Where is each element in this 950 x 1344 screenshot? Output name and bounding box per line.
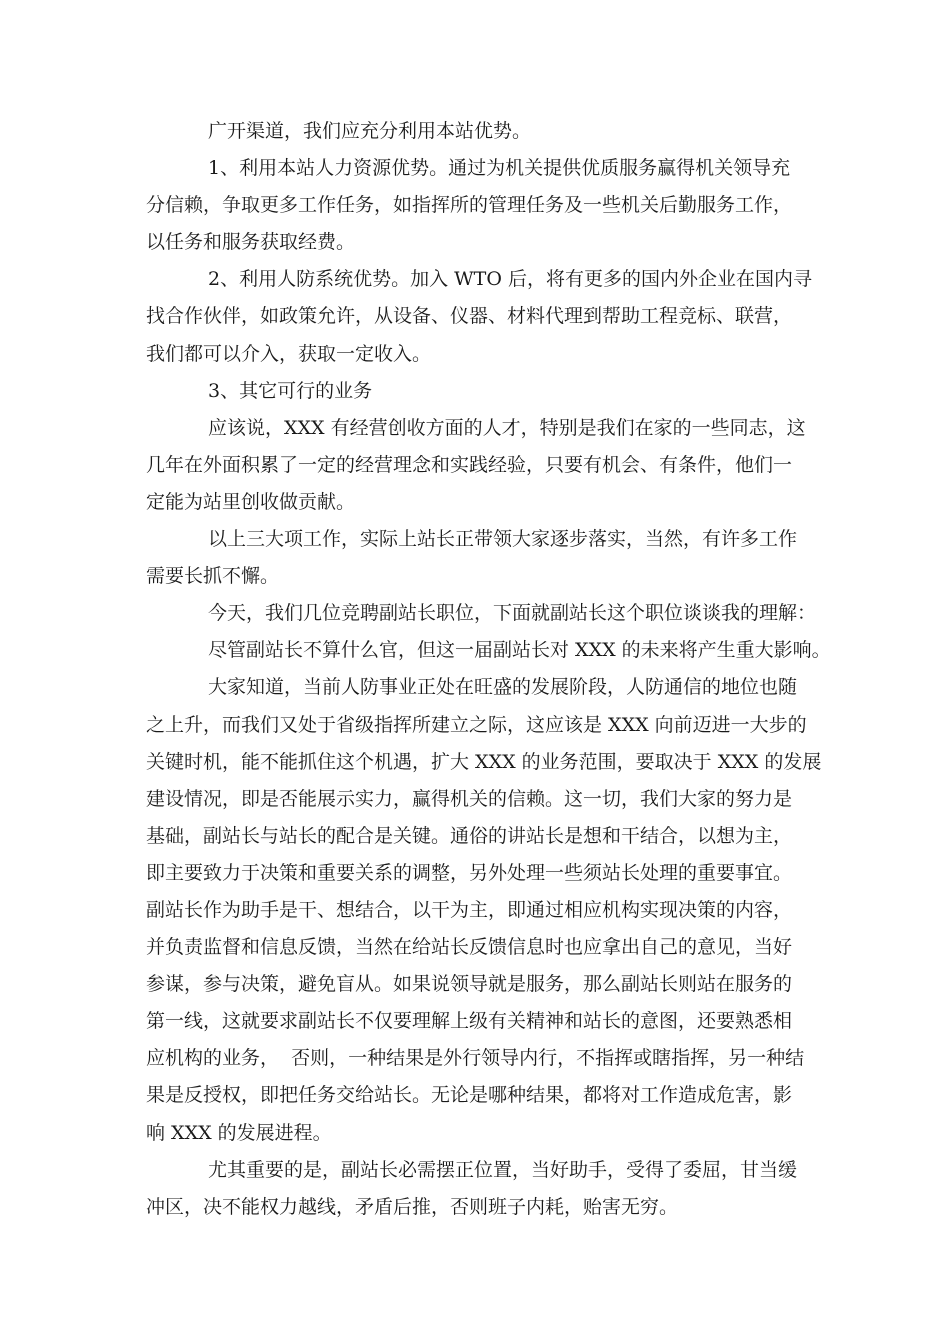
text-line: 定能为站里创收做贡献。 <box>146 490 356 513</box>
text-line: 几年在外面积累了一定的经营理念和实践经验，只要有机会、有条件，他们一 <box>146 453 793 476</box>
text-line: 以上三大项工作，实际上站长正带领大家逐步落实，当然，有许多工作 <box>208 528 798 551</box>
text-line: 2、利用人防系统优势。加入 WTO 后，将有更多的国内外企业在国内寻 <box>208 268 812 291</box>
text-line: 今天，我们几位竞聘副站长职位，下面就副站长这个职位谈谈我的理解： <box>208 602 817 625</box>
text-line: 并负责监督和信息反馈，当然在给站长反馈信息时也应拿出自己的意见，当好 <box>146 936 793 959</box>
text-line: 1、利用本站人力资源优势。通过为机关提供优质服务赢得机关领导充 <box>208 157 791 180</box>
text-line: 第一线，这就要求副站长不仅要理解上级有关精神和站长的意图，还要熟悉相 <box>146 1010 793 1033</box>
text-line: 应该说，XXX 有经营创收方面的人才，特别是我们在家的一些同志，这 <box>208 416 806 439</box>
text-line: 即主要致力于决策和重要关系的调整，另外处理一些须站长处理的重要事宜。 <box>146 861 793 884</box>
text-line: 尽管副站长不算什么官，但这一届副站长对 XXX 的未来将产生重大影响。 <box>208 639 831 662</box>
text-line: 之上升，而我们又处于省级指挥所建立之际，这应该是 XXX 向前迈进一大步的 <box>146 713 807 736</box>
text-line: 以任务和服务获取经费。 <box>146 231 356 254</box>
text-line: 关键时机，能不能抓住这个机遇，扩大 XXX 的业务范围，要取决于 XXX 的发展 <box>146 750 822 773</box>
text-line: 应机构的业务， 否则，一种结果是外行领导内行，不指挥或瞎指挥，另一种结 <box>146 1047 805 1070</box>
text-line: 需要长抓不懈。 <box>146 565 280 588</box>
document-body <box>146 113 831 1226</box>
text-line: 大家知道，当前人防事业正处在旺盛的发展阶段，人防通信的地位也随 <box>208 676 798 699</box>
text-line: 副站长作为助手是干、想结合，以干为主，即通过相应机构实现决策的内容， <box>146 898 793 921</box>
text-line: 分信赖，争取更多工作任务，如指挥所的管理任务及一些机关后勤服务工作， <box>146 194 793 217</box>
text-line: 果是反授权，即把任务交给站长。无论是哪种结果，都将对工作造成危害，影 <box>146 1084 793 1107</box>
text-line: 尤其重要的是，副站长必需摆正位置，当好助手，受得了委屈，甘当缓 <box>208 1158 798 1181</box>
text-line: 响 XXX 的发展进程。 <box>146 1121 332 1144</box>
text-line: 基础，副站长与站长的配合是关键。通俗的讲站长是想和干结合，以想为主， <box>146 824 793 847</box>
text-line: 我们都可以介入，获取一定收入。 <box>146 342 432 365</box>
text-line: 参谋，参与决策，避免盲从。如果说领导就是服务，那么副站长则站在服务的 <box>146 973 793 996</box>
text-line: 冲区，决不能权力越线，矛盾后推，否则班子内耗，贻害无穷。 <box>146 1195 679 1218</box>
text-line: 建设情况，即是否能展示实力，赢得机关的信赖。这一切，我们大家的努力是 <box>146 787 793 810</box>
text-line: 3、其它可行的业务 <box>208 379 373 402</box>
text-line: 找合作伙伴，如政策允许，从设备、仪器、材料代理到帮助工程竞标、联营， <box>146 305 793 328</box>
text-line: 广开渠道，我们应充分利用本站优势。 <box>208 120 532 142</box>
